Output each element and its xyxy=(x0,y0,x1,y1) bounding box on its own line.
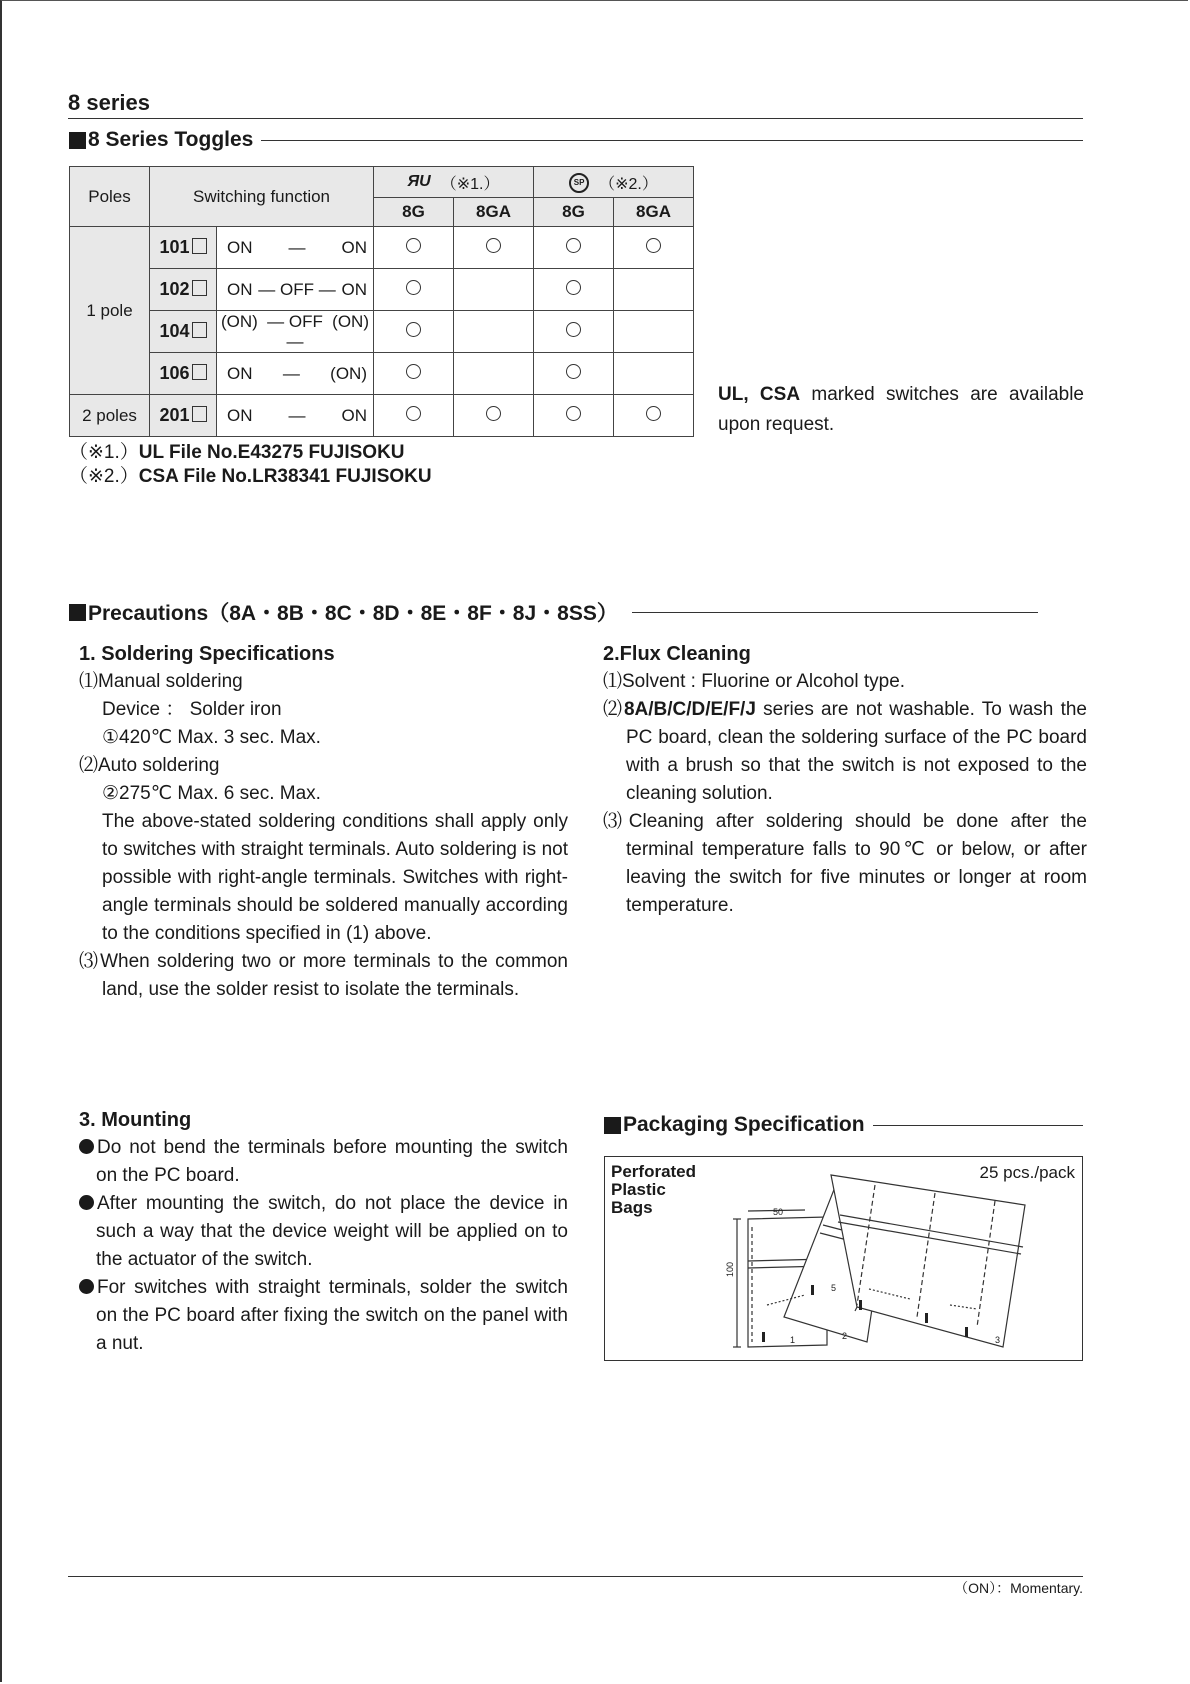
sub-header-ul-8ga: 8GA xyxy=(454,198,534,227)
csa-note-ref: （※2.） xyxy=(599,176,658,194)
poles-header: Poles xyxy=(70,167,150,227)
ul-note-ref: （※1.） xyxy=(440,175,500,193)
circle-icon xyxy=(566,406,581,421)
circle-icon xyxy=(406,280,421,295)
group-1pole: 1 pole xyxy=(70,227,150,395)
table-row xyxy=(70,269,694,311)
heading-square-icon xyxy=(604,1117,621,1134)
mark-cell xyxy=(534,311,614,353)
mark-cell xyxy=(614,269,694,311)
svg-text:1: 1 xyxy=(790,1335,796,1345)
flux-item-2: ⑵8A/B/C/D/E/F/J series are not washable. To wash the PC board, clean the soldering surface of the PC board with a brush so that the switch is not exposed to the cleaning solution. xyxy=(603,699,1087,804)
soldering-manual-condition: ①420℃ Max. 3 sec. Max. xyxy=(102,727,321,748)
circle-icon xyxy=(406,406,421,421)
mounting-bullet-2: After mounting the switch, do not place the device in such a way that the device weight will be applied on to the actuator of the switch. xyxy=(79,1190,568,1274)
mark-cell xyxy=(454,311,534,353)
sub-header-ul-8g: 8G xyxy=(374,198,454,227)
csa-header xyxy=(534,167,694,198)
csa-logo-icon: SP xyxy=(569,173,589,193)
heading-rule xyxy=(632,612,1038,613)
circle-icon xyxy=(646,238,661,253)
svg-text:5: 5 xyxy=(831,1283,837,1293)
circle-icon xyxy=(566,322,581,337)
soldering-device: Device ： Solder iron xyxy=(102,699,282,720)
model-code: 104 xyxy=(150,311,217,353)
switch-function: ON — ON xyxy=(217,227,374,269)
soldering-title: 1. Soldering Specifications xyxy=(79,643,335,665)
mounting-bullet-3: For switches with straight terminals, solder the switch on the PC board after fixing the switch on the panel with a nut. xyxy=(79,1274,568,1358)
circle-icon xyxy=(566,238,581,253)
sub-header-csa-8g: 8G xyxy=(534,198,614,227)
model-code: 201 xyxy=(150,395,217,437)
note-csa: （※2.）CSA File No.LR38341 FUJISOKU xyxy=(69,466,432,487)
heading-square-icon xyxy=(69,604,86,621)
heading-rule xyxy=(873,1125,1083,1126)
mounting-title: 3. Mounting xyxy=(79,1109,192,1131)
precautions-heading-text: Precautions（8A・8B・8C・8D・8E・8F・8J・8SS） xyxy=(88,602,618,625)
soldering-item-3: ⑶When soldering two or more terminals to the common land, use the solder resist to isolate the terminals. xyxy=(79,951,568,1000)
mark-cell xyxy=(374,395,454,437)
circle-icon xyxy=(406,364,421,379)
soldering-item-2: ⑵Auto soldering xyxy=(79,755,220,776)
toggles-heading-text: 8 Series Toggles xyxy=(88,128,254,151)
flux-title: 2.Flux Cleaning xyxy=(603,643,751,665)
svg-text:3: 3 xyxy=(995,1335,1001,1345)
footer-note: （ON）：Momentary. xyxy=(954,1580,1083,1596)
bullet-icon xyxy=(79,1195,94,1210)
circle-icon xyxy=(566,364,581,379)
footer-rule xyxy=(68,1576,1083,1577)
series-title: 8 series xyxy=(68,90,150,115)
ul-logo-icon: ЯU xyxy=(407,173,431,190)
table-row xyxy=(70,395,694,437)
mark-cell xyxy=(374,227,454,269)
mark-cell xyxy=(614,227,694,269)
soldering-conditions-note: The above-stated soldering conditions shall apply only to switches with straight terminals. Auto soldering is not possible with right-angle terminals. Switches with right-angle terminals should be soldered manually according to the conditions specified in (1) above. xyxy=(102,811,568,944)
circle-icon xyxy=(406,322,421,337)
table-row xyxy=(70,353,694,395)
circle-icon xyxy=(406,238,421,253)
mounting-bullet-1: Do not bend the terminals before mounting the switch on the PC board. xyxy=(79,1134,568,1190)
perforated-bags-drawing xyxy=(605,1157,1082,1360)
switch-function: ON — (ON) xyxy=(217,353,374,395)
mark-cell xyxy=(534,269,614,311)
mark-cell xyxy=(454,227,534,269)
switching-function-header: Switching function xyxy=(150,167,374,227)
switch-function: ON — OFF — ON xyxy=(217,269,374,311)
switch-function: ON — ON xyxy=(217,395,374,437)
mark-cell xyxy=(454,395,534,437)
note-ul: （※1.）UL File No.E43275 FUJISOKU xyxy=(69,442,405,463)
model-code: 106 xyxy=(150,353,217,395)
sub-header-csa-8ga: 8GA xyxy=(614,198,694,227)
precautions-heading xyxy=(69,597,1038,627)
flux-item-3: ⑶Cleaning after soldering should be done after the terminal temperature falls to 90℃ or below, or after leaving the switch for five minutes or longer at room temperature. xyxy=(603,811,1087,916)
toggles-table xyxy=(69,166,694,437)
group-2poles: 2 poles xyxy=(70,395,150,437)
packaging-label: Perforated Plastic Bags xyxy=(611,1162,697,1217)
circle-icon xyxy=(566,280,581,295)
svg-text:50: 50 xyxy=(773,1207,784,1217)
mark-cell xyxy=(614,311,694,353)
bullet-icon xyxy=(79,1279,94,1294)
ul-header xyxy=(374,167,534,198)
soldering-specifications xyxy=(79,640,568,1004)
circle-icon xyxy=(486,238,501,253)
svg-text:100: 100 xyxy=(725,1261,735,1277)
circle-icon xyxy=(646,406,661,421)
mark-cell xyxy=(454,269,534,311)
mark-cell xyxy=(374,311,454,353)
title-rule xyxy=(68,118,1083,119)
svg-text:2: 2 xyxy=(842,1331,848,1341)
model-code: 101 xyxy=(150,227,217,269)
table-notes xyxy=(69,441,432,489)
heading-square-icon xyxy=(69,132,86,149)
switch-function: (ON) — OFF — (ON) xyxy=(217,311,374,353)
packaging-heading xyxy=(604,1113,1083,1137)
heading-rule xyxy=(261,140,1083,141)
packaging-heading-text: Packaging Specification xyxy=(623,1113,865,1136)
flux-item-1: ⑴Solvent : Fluorine or Alcohol type. xyxy=(603,671,906,692)
mark-cell xyxy=(614,395,694,437)
soldering-item-1: ⑴Manual soldering xyxy=(79,671,243,692)
soldering-auto-condition: ②275℃ Max. 6 sec. Max. xyxy=(102,783,321,804)
toggles-heading xyxy=(69,128,1083,152)
table-row xyxy=(70,227,694,269)
packaging-quantity: 25 pcs./pack xyxy=(979,1163,1075,1182)
mounting xyxy=(79,1106,568,1358)
mark-cell xyxy=(374,269,454,311)
mark-cell xyxy=(374,353,454,395)
mark-cell xyxy=(534,227,614,269)
mark-cell xyxy=(534,353,614,395)
mark-cell xyxy=(614,353,694,395)
ul-csa-availability: UL, CSA marked switches are available upon request. xyxy=(718,384,1084,435)
model-code: 102 xyxy=(150,269,217,311)
flux-cleaning xyxy=(603,640,1087,920)
bullet-icon xyxy=(79,1139,94,1154)
packaging-figure xyxy=(604,1156,1083,1361)
mark-cell xyxy=(534,395,614,437)
table-row xyxy=(70,311,694,353)
circle-icon xyxy=(486,406,501,421)
mark-cell xyxy=(454,353,534,395)
